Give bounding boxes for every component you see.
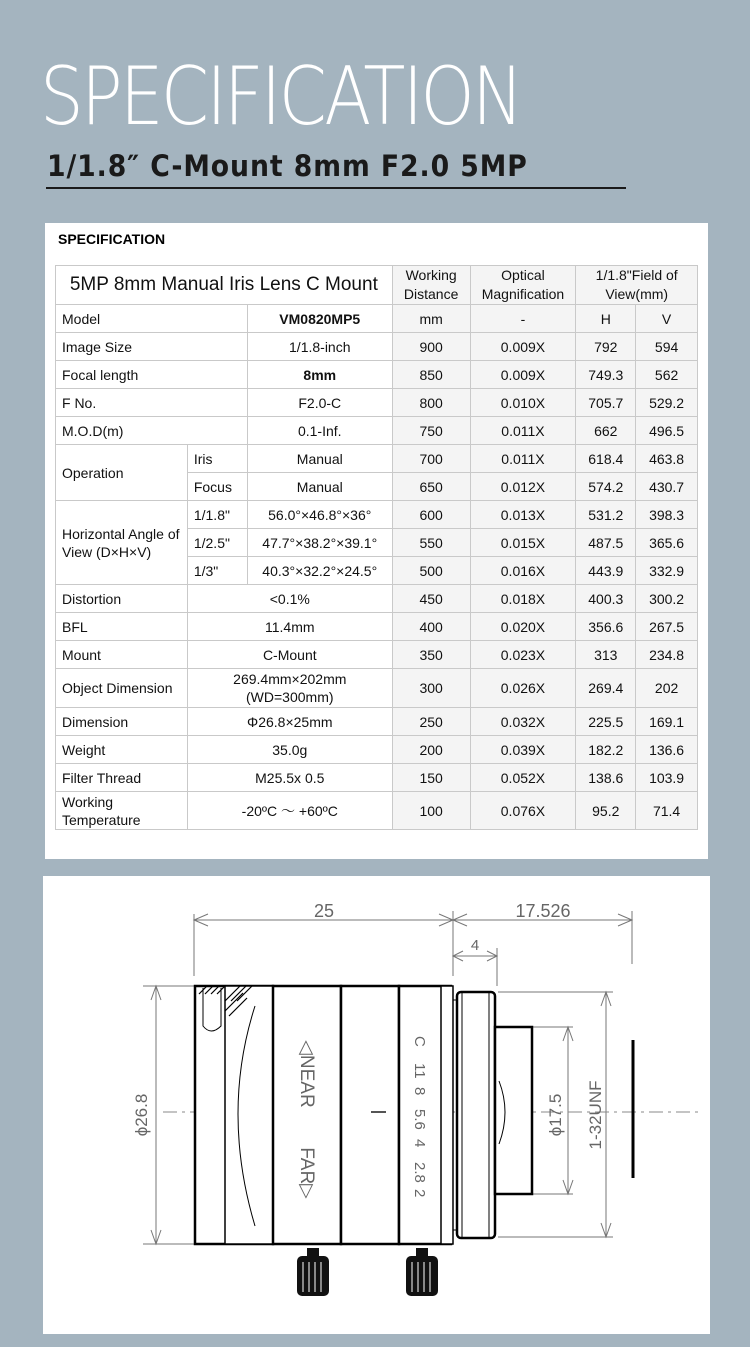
h-cell: 269.4 [576, 669, 636, 708]
spec-value: 8mm [247, 361, 392, 389]
v-cell: 267.5 [636, 613, 698, 641]
dim-length-label: 25 [313, 901, 335, 921]
unit-v: V [636, 305, 698, 333]
spec-value: 47.7°×38.2°×39.1° [247, 529, 392, 557]
mag-cell: 0.012X [470, 473, 576, 501]
dimension-drawing-card [43, 876, 710, 1334]
spec-label: Working Temperature [56, 792, 188, 830]
h-cell: 225.5 [576, 708, 636, 736]
spec-label: M.O.D(m) [56, 417, 248, 445]
table-row [56, 764, 698, 792]
wd-cell: 800 [392, 389, 470, 417]
spec-label: BFL [56, 613, 188, 641]
spec-sublabel: Focus [187, 473, 247, 501]
wd-cell: 100 [392, 792, 470, 830]
wd-cell: 850 [392, 361, 470, 389]
h-cell: 618.4 [576, 445, 636, 473]
h-cell: 95.2 [576, 792, 636, 830]
wd-cell: 650 [392, 473, 470, 501]
v-cell: 463.8 [636, 445, 698, 473]
h-cell: 749.3 [576, 361, 636, 389]
spec-sublabel: 1/2.5" [187, 529, 247, 557]
v-cell: 398.3 [636, 501, 698, 529]
spec-value: Manual [247, 445, 392, 473]
mag-cell: 0.013X [470, 501, 576, 529]
h-cell: 574.2 [576, 473, 636, 501]
mag-cell: 0.023X [470, 641, 576, 669]
mag-cell: 0.011X [470, 417, 576, 445]
focus-near-label: ◁NEAR [296, 1040, 317, 1108]
mag-cell: 0.009X [470, 361, 576, 389]
dim-thread-length-label: 4 [470, 937, 480, 954]
wd-cell: 350 [392, 641, 470, 669]
unit-h: H [576, 305, 636, 333]
mag-cell: 0.039X [470, 736, 576, 764]
table-row [56, 417, 698, 445]
h-cell: 792 [576, 333, 636, 361]
product-name: 5MP 8mm Manual Iris Lens C Mount [56, 266, 393, 305]
spec-label: Horizontal Angle of View (D×H×V) [56, 501, 188, 585]
spec-label: Filter Thread [56, 764, 188, 792]
spec-value-line1: 269.4mm×202mm [233, 671, 347, 687]
spec-value: Φ26.8×25mm [187, 708, 392, 736]
aperture-mark: 11 [411, 1063, 428, 1079]
h-cell: 662 [576, 417, 636, 445]
spec-label: Image Size [56, 333, 248, 361]
table-row [56, 585, 698, 613]
h-cell: 400.3 [576, 585, 636, 613]
h-cell: 487.5 [576, 529, 636, 557]
spec-value: <0.1% [187, 585, 392, 613]
dim-flange-label: 17.526 [515, 901, 571, 921]
wd-cell: 600 [392, 501, 470, 529]
table-row [56, 501, 698, 529]
table-row [56, 333, 698, 361]
table-row [56, 445, 698, 473]
spec-value: 35.0g [187, 736, 392, 764]
iris-lock-screw [297, 1248, 329, 1296]
wd-cell: 400 [392, 613, 470, 641]
spec-value: 1/1.8-inch [247, 333, 392, 361]
header-field-of-view: 1/1.8"Field of View(mm) [576, 266, 698, 305]
v-cell: 103.9 [636, 764, 698, 792]
subtitle-underline [46, 187, 626, 189]
mag-cell: 0.076X [470, 792, 576, 830]
spec-value: 11.4mm [187, 613, 392, 641]
h-cell: 531.2 [576, 501, 636, 529]
v-cell: 136.6 [636, 736, 698, 764]
v-cell: 594 [636, 333, 698, 361]
spec-value: 40.3°×32.2°×24.5° [247, 557, 392, 585]
mag-cell: 0.026X [470, 669, 576, 708]
wd-cell: 450 [392, 585, 470, 613]
wd-cell: 500 [392, 557, 470, 585]
aperture-mark: C [411, 1036, 428, 1047]
mag-cell: 0.052X [470, 764, 576, 792]
spec-value: M25.5x 0.5 [187, 764, 392, 792]
table-row [56, 708, 698, 736]
v-cell: 365.6 [636, 529, 698, 557]
spec-value: F2.0-C [247, 389, 392, 417]
table-row [56, 305, 698, 333]
spec-value: 56.0°×46.8°×36° [247, 501, 392, 529]
spec-table [55, 265, 698, 830]
wd-cell: 750 [392, 417, 470, 445]
spec-card [45, 223, 708, 859]
spec-label: Operation [56, 445, 188, 501]
dim-thread-label: 1-32UNF [586, 1080, 605, 1150]
spec-label: F No. [56, 389, 248, 417]
h-cell: 356.6 [576, 613, 636, 641]
table-row [56, 669, 698, 708]
spec-label: Model [56, 305, 248, 333]
v-cell: 202 [636, 669, 698, 708]
aperture-mark: 4 [411, 1139, 428, 1148]
wd-cell: 900 [392, 333, 470, 361]
h-cell: 138.6 [576, 764, 636, 792]
h-cell: 313 [576, 641, 636, 669]
wd-cell: 550 [392, 529, 470, 557]
mag-cell: 0.018X [470, 585, 576, 613]
focus-far-label: FAR▷ [296, 1147, 317, 1199]
h-cell: 182.2 [576, 736, 636, 764]
lens-dimension-drawing [43, 876, 710, 1334]
table-row [56, 792, 698, 830]
aperture-mark: 8 [411, 1087, 428, 1096]
spec-label: Object Dimension [56, 669, 188, 708]
page-title: SPECIFICATION [40, 50, 521, 143]
mag-cell: 0.010X [470, 389, 576, 417]
header-working-distance: Working Distance [392, 266, 470, 305]
focus-lock-screw [406, 1248, 438, 1296]
spec-label: Weight [56, 736, 188, 764]
product-subtitle: 1/1.8″ C-Mount 8mm F2.0 5MP [47, 149, 528, 183]
mag-cell: 0.015X [470, 529, 576, 557]
spec-value [187, 669, 392, 708]
spec-sublabel: 1/1.8" [187, 501, 247, 529]
unit-working-distance: mm [392, 305, 470, 333]
spec-value: Manual [247, 473, 392, 501]
spec-label: Focal length [56, 361, 248, 389]
mag-cell: 0.020X [470, 613, 576, 641]
table-row [56, 641, 698, 669]
table-row [56, 613, 698, 641]
spec-value: VM0820MP5 [247, 305, 392, 333]
v-cell: 562 [636, 361, 698, 389]
mag-cell: 0.032X [470, 708, 576, 736]
spec-sublabel: Iris [187, 445, 247, 473]
mag-cell: 0.016X [470, 557, 576, 585]
v-cell: 300.2 [636, 585, 698, 613]
v-cell: 496.5 [636, 417, 698, 445]
spec-value-line2: (WD=300mm) [246, 689, 334, 705]
header-optical-magnification: Optical Magnification [470, 266, 576, 305]
aperture-mark: 2 [411, 1189, 428, 1198]
spec-value: 0.1-Inf. [247, 417, 392, 445]
mag-cell: 0.009X [470, 333, 576, 361]
unit-magnification: - [470, 305, 576, 333]
table-row [56, 736, 698, 764]
v-cell: 169.1 [636, 708, 698, 736]
spec-value: -20ºC ～ +60ºC [187, 792, 392, 830]
table-header-row [56, 266, 698, 305]
wd-cell: 200 [392, 736, 470, 764]
wd-cell: 300 [392, 669, 470, 708]
v-cell: 332.9 [636, 557, 698, 585]
spec-label: Mount [56, 641, 188, 669]
h-cell: 443.9 [576, 557, 636, 585]
aperture-mark: 5.6 [411, 1109, 428, 1130]
wd-cell: 700 [392, 445, 470, 473]
spec-value: C-Mount [187, 641, 392, 669]
table-row [56, 361, 698, 389]
v-cell: 71.4 [636, 792, 698, 830]
spec-sublabel: 1/3" [187, 557, 247, 585]
spec-label: Dimension [56, 708, 188, 736]
mag-cell: 0.011X [470, 445, 576, 473]
dim-rear-diameter-label: ϕ17.5 [546, 1093, 565, 1137]
aperture-mark: 2.8 [411, 1162, 428, 1183]
v-cell: 529.2 [636, 389, 698, 417]
wd-cell: 150 [392, 764, 470, 792]
spec-card-title: SPECIFICATION [58, 231, 166, 247]
dim-outer-diameter-label: ϕ26.8 [132, 1093, 151, 1137]
wd-cell: 250 [392, 708, 470, 736]
h-cell: 705.7 [576, 389, 636, 417]
v-cell: 234.8 [636, 641, 698, 669]
spec-label: Distortion [56, 585, 188, 613]
v-cell: 430.7 [636, 473, 698, 501]
table-row [56, 389, 698, 417]
